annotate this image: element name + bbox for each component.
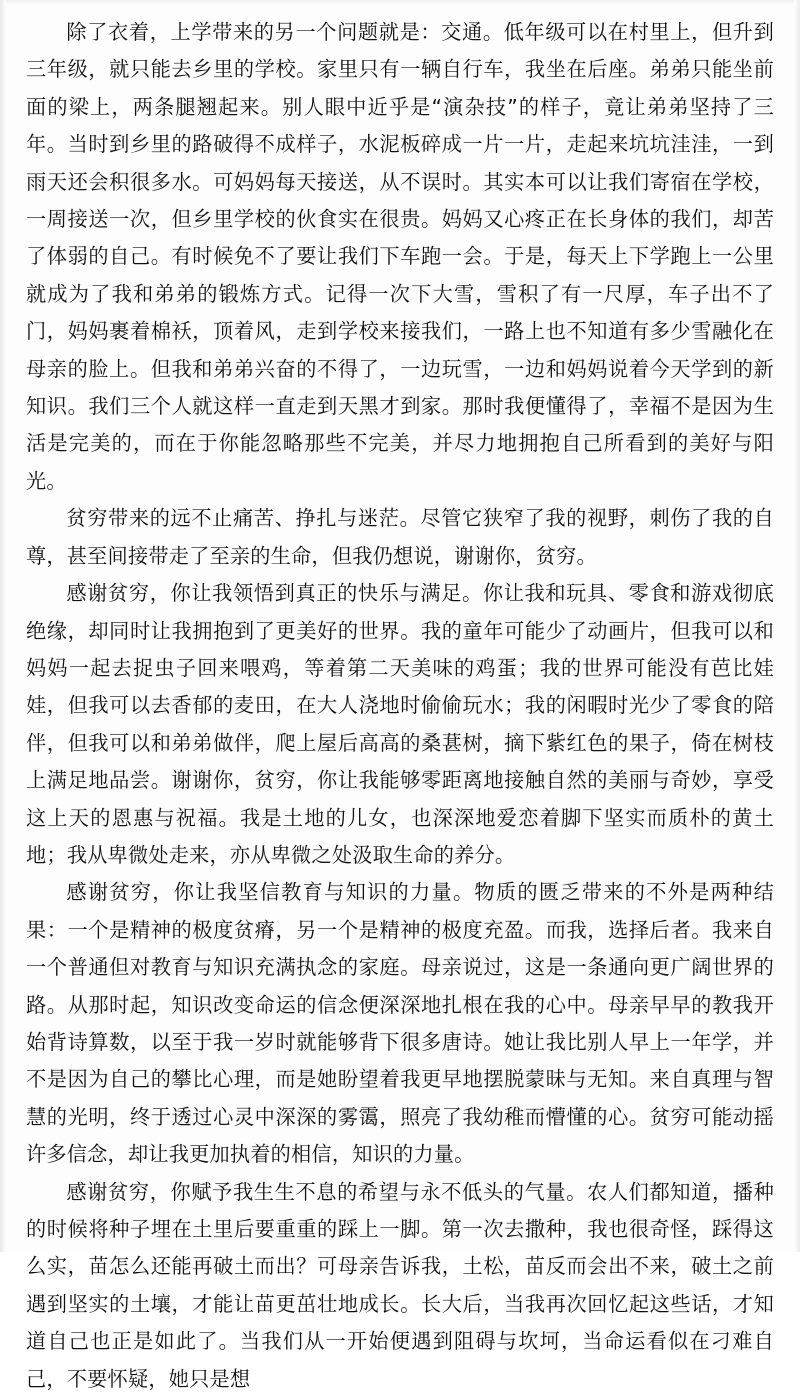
paragraph-5: 感谢贫穷，你赋予我生生不息的希望与永不低头的气量。农人们都知道，播种的时候将种子埋在土里后要重重的踩上一脚。第一次去撒种，我也很奇怪，踩得这么实，苗怎么还能再破土而出？可母亲告诉我，土松，苗反而会出不来，破土之前遇到坚实的土壤，才能让苗更茁壮地成长。长大后，当我再次回忆起这些话，才知道自己也正是如此了。当我们从一开始便遇到阻碍与坎坷，当命运看似在刁难自己，不要怀疑，她只是想 [26,1179,774,1391]
page-edge-right [794,0,800,1252]
paragraph-3: 感谢贫穷，你让我领悟到真正的快乐与满足。你让我和玩具、零食和游戏彻底绝缘，却同时让我拥抱到了更美好的世界。我的童年可能少了动画片，但我可以和妈妈一起去捉虫子回来喂鸡，等着第二天美味的鸡蛋；我的世界可能没有芭比娃娃，但我可以去香郁的麦田，在大人浇地时偷偷玩水；我的闲暇时光少了零食的陪伴，但我可以和弟弟做伴，爬上屋后高高的桑葚树，摘下紫红色的果子，倚在树枝上满足地品尝。谢谢你，贫穷，你让我能够零距离地接触自然的美丽与奇妙，享受这上天的恩惠与祝福。我是土地的儿女，也深深地爱恋着脚下坚实而质朴的黄土地；我从卑微处走来，亦从卑微之处汲取生命的养分。 [26,581,774,867]
page-edge-left [0,0,6,1252]
paragraph-2: 贫穷带来的远不止痛苦、挣扎与迷茫。尽管它狭窄了我的视野，刺伤了我的自尊，甚至间接带走了至亲的生命，但我仍想说，谢谢你，贫穷。 [26,506,774,568]
paragraph-1: 除了衣着，上学带来的另一个问题就是：交通。低年级可以在村里上，但升到三年级，就只能去乡里的学校。家里只有一辆自行车，我坐在后座。弟弟只能坐前面的梁上，两条腿翘起来。别人眼中近乎是“演杂技”的样子，竟让弟弟坚持了三年。当时到乡里的路破得不成样子，水泥板碎成一片一片，走起来坑坑洼洼，一到雨天还会积很多水。可妈妈每天接送，从不误时。其实本可以让我们寄宿在学校，一周接送一次，但乡里学校的伙食实在很贵。妈妈又心疼正在长身体的我们，却苦了体弱的自己。有时候免不了要让我们下车跑一会。于是，每天上下学跑上一公里就成为了我和弟弟的锻炼方式。记得一次下大雪，雪积了有一尺厚，车子出不了门，妈妈裹着棉袄，顶着风，走到学校来接我们，一路上也不知道有多少雪融化在母亲的脸上。但我和弟弟兴奋的不得了，一边玩雪，一边和妈妈说着今天学到的新知识。我们三个人就这样一直走到天黑才到家。那时我便懂得了，幸福不是因为生活是完美的，而在于你能忽略那些不完美，并尽力地拥抱自己所看到的美好与阳光。 [26,20,774,493]
page-edge-top [0,0,800,5]
article-body [26,14,774,1398]
paragraph-4: 感谢贫穷，你让我坚信教育与知识的力量。物质的匮乏带来的不外是两种结果：一个是精神的极度贫瘠，另一个是精神的极度充盈。而我，选择后者。我来自一个普通但对教育与知识充满执念的家庭。母亲说过，这是一条通向更广阔世界的路。从那时起，知识改变命运的信念便深深地扎根在我的心中。母亲早早的教我开始背诗算数，以至于我一岁时就能够背下很多唐诗。她让我比别人早上一年学，并不是因为自己的攀比心理，而是她盼望着我更早地摆脱蒙昧与无知。来自真理与智慧的光明，终于透过心灵中深深的雾霭，照亮了我幼稚而懵懂的心。贫穷可能动摇许多信念，却让我更加执着的相信，知识的力量。 [26,880,774,1167]
